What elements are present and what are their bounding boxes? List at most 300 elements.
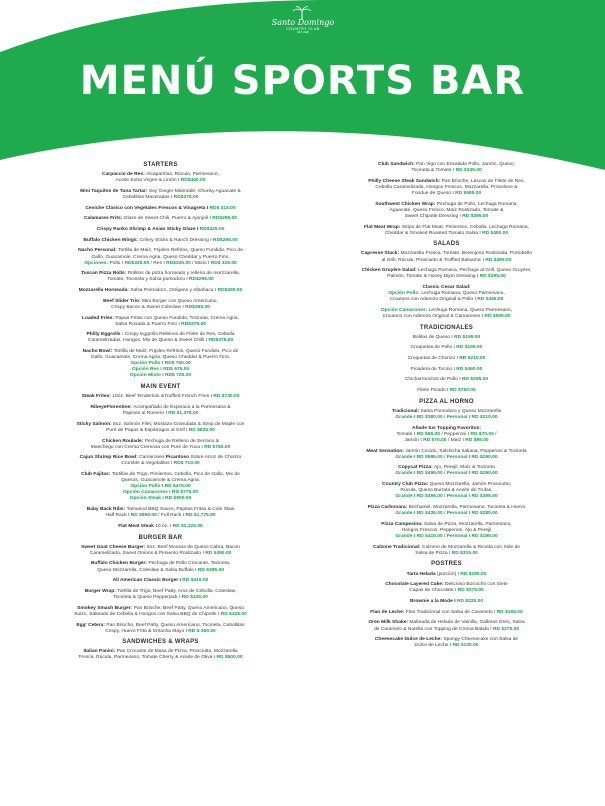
menu-item-line — [329, 534, 564, 540]
item-description: Flan Tradicional con Salsa de Caramelo I — [405, 609, 497, 615]
item-name: Mozzarella Horneada: — [78, 288, 131, 294]
menu-item — [329, 308, 564, 320]
item-name: Calamares Frits: — [83, 216, 124, 222]
item-price: RD $315.00 — [451, 550, 478, 556]
item-option: Personal I — [446, 471, 472, 477]
menu-item-line — [329, 345, 564, 351]
item-description: / — [442, 511, 447, 517]
menu-item-line — [43, 461, 278, 467]
item-option: Opción Mixto I — [129, 373, 165, 379]
item-description: Camarones — [139, 455, 166, 461]
item-price: RD$325.00 — [166, 260, 191, 266]
item-name: Chicken Roulade: — [102, 438, 145, 444]
item-description: Dulce de Leche I — [414, 643, 453, 649]
item-description: Lechuga Romana, Pechuga al Grill, Queso Gruyère, — [418, 268, 532, 274]
item-name: Sweet Goat Cheese Burger: — [81, 544, 147, 550]
item-price: RD $750.00 — [449, 388, 476, 394]
item-option: Personal I — [446, 494, 472, 500]
item-option: Opciones: — [84, 260, 110, 266]
item-name: Tradicional: — [391, 408, 421, 414]
item-price: RD $730.00 — [213, 394, 240, 400]
item-price: RD $495.00 — [416, 471, 443, 477]
menu-item-line — [43, 227, 278, 233]
menu-item-line — [329, 471, 564, 477]
item-description: Bolitas de Queso I — [412, 334, 455, 340]
item-price: RD$ 675.00 — [163, 367, 190, 373]
item-description: Acompañado de Espinaca a la Parmesana & — [133, 404, 231, 410]
item-option: Grande I — [395, 494, 417, 500]
menu-item-line — [43, 195, 278, 201]
item-description: Tortilla de Maíz, Frijoles Refritos, Queso Fundido, Pico de — [113, 349, 239, 355]
item-name: Baby Back Ribs: — [86, 507, 127, 513]
item-name: Pizza Campesina: — [381, 521, 424, 527]
menu-item — [43, 606, 278, 618]
item-description: Ajo, Perejil, Maíz & Tocineta — [434, 465, 495, 471]
item-price: RD $395.00 — [485, 257, 512, 263]
menu-item-line — [43, 322, 278, 328]
menu-item — [329, 545, 564, 557]
item-price: RD $210.00 — [471, 415, 498, 421]
menu-item — [43, 472, 278, 502]
item-description: Pechuga de Relleno de Serrano & — [144, 438, 219, 444]
menu-item-line — [43, 178, 278, 184]
menu-item-line — [329, 356, 564, 362]
menu-column-left — [43, 162, 278, 666]
item-description: Salsa de Pizza I — [415, 550, 452, 556]
item-description: 10oz. Beef Tenderloin &Truffled French Fries I — [112, 394, 214, 400]
item-description: / — [442, 494, 447, 500]
item-description: Pan Vigo con Ensalada Pollo, Jamón, Queso, — [416, 162, 515, 167]
item-description: Tocineta & Queso Pepperjack I — [113, 595, 182, 601]
menu-item-line — [43, 513, 278, 519]
menu-item-line — [329, 627, 564, 633]
menu-item-line — [329, 377, 564, 383]
item-name: All American Classic Burger I — [112, 578, 183, 584]
logo-script-text: Santo Domingo — [271, 18, 335, 27]
menu-item — [43, 299, 278, 311]
item-price: RD $850.00 — [130, 513, 157, 519]
section-heading: POSTRES — [431, 561, 462, 568]
item-price: RD$ 710.00 — [173, 461, 200, 467]
menu-item — [43, 649, 278, 661]
menu-item — [43, 455, 278, 467]
item-description: Palmito, Tomate & Honey Dijon Dressing I — [387, 274, 480, 280]
item-description: Rollitos de pizza horneado y relleno de morzzarella, — [127, 271, 240, 277]
item-description: (porción) I — [436, 571, 461, 577]
item-name: Añade tus Topping Favoritos: — [412, 425, 481, 431]
item-description: Pollo I — [109, 260, 125, 266]
item-name: Mini Taquitos de Tuna Tartar: — [80, 188, 149, 194]
item-price: RD$325.00 — [124, 260, 150, 266]
item-description: Mini Burger con Queso Americano, — [142, 298, 218, 304]
menu-item-line — [43, 305, 278, 311]
item-description: Hongos Frescos, Pepperoni, Ajo & Perejil — [401, 527, 492, 533]
logo-year: EST. 1920 — [297, 31, 309, 34]
item-description: Crispy, Huevo Frito & Sriracha Mayo I — [105, 628, 189, 634]
item-description: Spongy Cheesecake con Salsa de — [443, 637, 519, 643]
item-description: Queso Mozzarella, Jamón Prosciutto, — [429, 482, 511, 488]
menu-item-line — [43, 655, 278, 661]
item-description: Tamarind BBQ Sauce, Papitas Fritas & Cole Slaw — [126, 507, 235, 513]
menu-item — [329, 225, 564, 237]
item-name: Loaded Fries: — [81, 315, 116, 321]
item-price: RD$375.00 — [173, 194, 199, 200]
menu-item — [43, 271, 278, 283]
item-description: Cebolla Caramelizada, Hongos Frescos, Mozzarella, Provolone & — [375, 184, 518, 190]
menu-item-line — [329, 494, 564, 500]
item-name: Buffalo Chicken Wings: — [83, 237, 140, 243]
menu-item — [329, 367, 564, 373]
menu-item-line — [329, 231, 564, 237]
section-heading: STARTERS — [143, 162, 178, 168]
item-name: Country Club Pizza: — [382, 482, 430, 488]
item-description: Soy Ginger Marinade, Chunky Aguacate & — [148, 188, 241, 194]
item-price: RD $375.00 — [457, 588, 484, 594]
menu-item — [329, 482, 564, 500]
menu-item — [329, 377, 564, 383]
item-name: Club Sandwich: — [378, 162, 417, 167]
menu-item — [43, 405, 278, 417]
menu-item-line — [329, 314, 564, 320]
menu-item — [43, 288, 278, 294]
item-description: Salsa Rosada & Puerro Fino I — [115, 321, 182, 327]
item-description: Queso Mozzarella, Coleslaw & Salsa Buffalo I — [97, 567, 198, 573]
item-name: Flat Meat Wrap: — [364, 224, 402, 230]
item-price: RD $195.00 — [456, 345, 483, 351]
item-description: Filete Picado I — [417, 388, 450, 394]
item-price: RD$425.00 — [199, 227, 225, 233]
item-name: Cheesecake Dulce de Leche: — [374, 637, 444, 643]
menu-item-line — [329, 191, 564, 197]
menu-item-line — [329, 258, 564, 264]
item-option: Personal I — [446, 511, 472, 517]
menu-item — [329, 505, 564, 517]
item-price: RD $70.00 — [470, 431, 494, 437]
item-description: Aguacate, Queso Fresco, Maíz Rostizado, Tomate & — [389, 207, 504, 213]
menu-item-line — [329, 599, 564, 605]
item-description: Cheddar & Smoked Roasted Tomato Salsa I — [384, 230, 483, 236]
item-description: Croquetas de Chorizo I — [407, 356, 460, 362]
menu-item-line — [43, 288, 278, 294]
item-price: RD$ 415.00 — [209, 205, 236, 211]
item-option: Opción Res I — [131, 367, 164, 373]
item-description: 8oz. Beef Mousse de Queso Cabra, Bacon — [146, 544, 240, 550]
item-description: Salsa Pomodoro, Orégano y Albahaca I — [130, 288, 218, 294]
item-description: Lechuga Romana, Queso Parmesano, — [428, 307, 513, 313]
item-description: Tortilla de Maíz, Frijoles Refritos, Queso Fundido, Pico de — [118, 248, 243, 254]
item-description: Crumble & Vegetalitos I — [121, 461, 174, 467]
item-description: Chicharroncitos de Pollo I — [404, 377, 462, 383]
item-description: / Pepperoni I — [439, 431, 471, 437]
menu-item-line — [43, 277, 278, 283]
menu-item — [329, 465, 564, 477]
menu-item-line — [329, 335, 564, 341]
item-description: / — [442, 534, 447, 539]
item-price: RD$375.00 — [181, 321, 206, 327]
menu-item — [43, 545, 278, 557]
item-price: RD $425.00 — [220, 611, 247, 617]
item-description: Manchego con Crema Cremosa con Puré de Yuca I — [90, 444, 205, 450]
menu-item — [329, 285, 564, 303]
item-description: / Mixto I — [190, 260, 211, 266]
item-price: RD$ 750.00 — [164, 361, 191, 367]
item-description: Bechamel, Mozzarella, Parmesano, Tocineta & Huevo — [408, 505, 526, 511]
menu-item-line — [43, 373, 278, 379]
menu-item-line — [43, 338, 278, 344]
item-description: Sobre Arroz de Chorizo — [190, 455, 242, 461]
item-price: RD $1,775.00 — [185, 513, 216, 519]
item-option: Grande I — [395, 511, 417, 517]
menu-item-line — [329, 297, 564, 303]
item-description: Gallo, Guacamole, Crema Agria, Queso Cheddar & Puerro Fino. — [90, 355, 231, 361]
menu-item — [329, 251, 564, 263]
menu-item — [43, 422, 278, 434]
item-price: RD $275.00 — [492, 626, 520, 632]
item-price: RD$460.00 — [180, 178, 206, 184]
menu-item-line — [329, 274, 564, 280]
item-price: RD$295.00 — [212, 216, 238, 222]
menu-item-line — [329, 438, 564, 444]
item-price: RD $495.00 — [416, 494, 443, 500]
item-description: Pan Brioche, Beef Patty, Queso Americano, Queso — [133, 605, 244, 611]
item-name: Ceviche Clásico con Vegetales Frescos & Vinagreta I — [85, 205, 210, 211]
item-name: Carpaccio de Res: — [102, 172, 147, 178]
menu-item-line — [43, 238, 278, 244]
item-description: Crispy Bacon & Sweet Coleslaw I — [111, 304, 186, 310]
item-description: / Maíz I — [446, 437, 466, 443]
item-description: / Res I — [149, 260, 167, 266]
item-description: Pechuga de Pollo, Lechuga Romana, — [436, 201, 518, 207]
item-price: RD $ 360.00 — [188, 628, 216, 634]
item-description: Puré de Papas & Espárragos al Grill I — [106, 427, 189, 433]
menu-item-line — [329, 168, 564, 174]
item-price: RD $380.00 — [416, 415, 443, 421]
item-price: RD $490.00 — [205, 550, 232, 556]
item-description: Fresca, Rúcula, Parmesano, Tomate Cherry & Aceite de Oliva I — [78, 655, 217, 661]
menu-item — [43, 206, 278, 212]
item-description: / — [493, 431, 497, 437]
menu-item — [43, 216, 278, 222]
item-option: Grande I — [395, 454, 417, 460]
menu-item — [329, 637, 564, 649]
item-description: al Grill, Rúcula, Prosciutto & Truffled Balsamic I — [381, 257, 486, 263]
item-description: Caramelizado, Sweet Onions & Pimiento Rostizado I — [89, 550, 206, 556]
item-description: Delicioso Bizcocho con Siete — [445, 582, 508, 588]
menu-item — [329, 599, 564, 605]
item-price: RD $445.00 — [477, 297, 504, 303]
item-description: Picadera de Tocino I — [410, 366, 457, 372]
menu-item — [329, 179, 564, 197]
item-price: RD $1,325.00 — [172, 523, 203, 529]
item-name: Crispy Panko Shrimp & Asian Sticky Glaze I — [96, 227, 200, 233]
menu-item-line — [329, 367, 564, 373]
menu-item-line — [43, 629, 278, 635]
item-name: Capresse Stack: — [361, 251, 401, 257]
item-option: Opción Pollo: — [388, 291, 422, 297]
item-description: Pechuga de Pollo Crocante, Tocineta, — [148, 561, 231, 567]
item-description: 8oz. Salmón Filet, Mostaza Granulada & Sirop de Maple con — [113, 421, 245, 427]
item-description: Jamón Cocido, Salchicha Italiana, Pepperoni & Tocineta — [405, 448, 527, 454]
item-description: Pan Brioche, Beef Patty, Queso Americano, Tocineta, Cebollitas — [106, 622, 245, 628]
menu-item — [43, 349, 278, 379]
item-description: Cebollitas Maceradas I — [122, 194, 174, 200]
item-price: RD$365.00 — [185, 304, 210, 310]
menu-item — [329, 268, 564, 280]
item-description: Celery Sticks & Ranch Dressing I — [139, 237, 213, 243]
item-description: Malteada de Helado de Vainilla, Galletas Oreo, Salsa — [409, 620, 525, 626]
item-price: RD $1,375.00 — [168, 411, 199, 417]
item-option: Grande I — [395, 534, 417, 539]
menu-item — [43, 316, 278, 328]
item-name: Beef Slider Trio: — [103, 298, 143, 304]
item-price: RD $595.00 — [416, 454, 443, 460]
item-description: Salsa de Pizza, Mozzarella, Parmesano, — [423, 521, 512, 527]
item-price: RD $395.00 — [462, 213, 489, 219]
item-description: Glaze de Sweet Chili, Puerro & Ajonjolí I — [123, 216, 213, 222]
menu-item — [329, 610, 564, 616]
item-price: RD $225.00 — [456, 599, 484, 605]
item-price: RD $825.00 — [188, 427, 215, 433]
menu-item-line — [329, 551, 564, 557]
item-name: Chocolate Layered Cake: — [385, 582, 445, 588]
item-name: Nacho Personal: — [78, 248, 119, 254]
item-description: Strips de Flat Meat, Pimientos, Cebolla, Lechuga Romana, — [401, 224, 529, 230]
item-description: / — [442, 454, 447, 460]
menu-item-line — [43, 612, 278, 618]
item-price: RD $595.00 — [484, 313, 511, 319]
menu-item-line — [43, 445, 278, 451]
menu-item — [329, 202, 564, 220]
item-description: Salsa Pomodoro y Queso Mozzarella — [420, 408, 502, 414]
menu-item-line — [43, 394, 278, 400]
section-heading: TRADICIONALES — [419, 324, 474, 331]
item-price: RD $900.00 — [165, 496, 192, 502]
menu-item-line — [329, 388, 564, 394]
menu-item — [43, 189, 278, 201]
item-price: RD $70.00 — [423, 437, 447, 443]
item-name: Brownie a la Mode I — [409, 599, 457, 605]
menu-column-right — [329, 162, 564, 654]
item-description: Half Rack I — [105, 513, 131, 519]
item-option: Personal I — [446, 534, 472, 539]
item-name: Nacho Bowl: — [82, 349, 114, 355]
item-price: RD $395.00 — [479, 274, 506, 280]
menu-item — [329, 449, 564, 461]
item-price: RD$375.00 — [208, 338, 234, 344]
item-name: Philly Cheese Steak Sandwich: — [368, 178, 442, 184]
item-name: Italian Panini: — [83, 649, 117, 655]
item-description: Pan Brioche, Lascas de Filete de Res, — [441, 178, 525, 184]
item-description: Tomate, Tocineta y Salsa pomodoro I — [107, 277, 189, 283]
menu-item — [43, 561, 278, 573]
section-heading: BURGER BAR — [138, 534, 183, 541]
item-price: RD $195.00 — [471, 534, 498, 539]
menu-item-line — [43, 206, 278, 212]
item-price: RD $195.00 — [454, 334, 481, 340]
item-description: Croutons con Aderezo Original & Pollo I — [389, 297, 478, 303]
menu-item-line — [329, 511, 564, 517]
item-description: Croutons con Aderezo Original & Camarones I — [382, 313, 485, 319]
menu-item — [43, 589, 278, 601]
item-price: RD $395.00 — [471, 494, 498, 500]
section-heading: MAIN EVENT — [140, 384, 181, 391]
item-description: Croquetas de Pollo I — [410, 345, 457, 351]
item-price: RD $475.00 — [164, 484, 191, 490]
item-description: Mozzarella Fresca, Tomate, Berenjena Rostizada, Portobello — [400, 251, 532, 257]
item-option: Opción Pollo I — [130, 361, 165, 367]
menu-item — [43, 394, 278, 400]
section-heading: PIZZA AL HORNO — [419, 398, 474, 405]
item-name: RibeyeFlorentine: — [90, 404, 134, 410]
item-description: Alcaparritas, Rúcula, Parmesano, — [146, 172, 219, 178]
item-name: Tuscan Pizza Rolls: — [81, 271, 128, 277]
item-name: Tarta Helada — [406, 571, 437, 577]
menu-item-line — [43, 216, 278, 222]
menu-item — [43, 172, 278, 184]
item-price: RD $95.00 — [465, 437, 489, 443]
item-price: RD $490.00 — [456, 366, 483, 372]
menu-item — [43, 227, 278, 233]
item-description: Caramelizadas, Hongos, Mix de Queso & Sweet Chilli I — [87, 338, 209, 344]
item-name: Egg' Cetera: — [76, 622, 107, 628]
menu-item — [329, 426, 564, 444]
item-option: Opción Camarones I — [122, 490, 172, 496]
item-name: Steak Frites: — [81, 394, 113, 400]
menu-item — [329, 388, 564, 394]
menu-item-line — [329, 643, 564, 649]
item-name: Flan de Leche: — [370, 609, 406, 615]
item-price: RD $290.00 — [471, 454, 498, 460]
menu-item — [43, 524, 278, 530]
section-heading: SANDWICHES & WRAPS — [122, 639, 199, 646]
item-description: / Full Rack I — [156, 513, 186, 519]
item-option: Opción Pollo I — [130, 484, 165, 490]
menu-item-line — [43, 411, 278, 417]
item-price: RD$260.00 — [217, 288, 243, 294]
item-name: Pizza Carbonara: — [367, 505, 409, 511]
menu-item-line — [329, 214, 564, 220]
item-name: Chicken Gruyère Salad: — [361, 268, 419, 274]
item-description: Suizo, Salteado de Cebolla & Hongos con Salsa BBQ de Chipotle I — [74, 611, 221, 617]
menu-item — [329, 335, 564, 341]
item-description: Tomate I — [396, 431, 417, 437]
item-description: Calzone de Mozzarella & Ricotta con Side de — [421, 544, 521, 550]
item-name: Buffalo Chicken Burger: — [90, 561, 149, 567]
item-name: Oreo Milk Shake: — [368, 620, 410, 626]
item-option: Personal I — [446, 415, 472, 421]
item-price: RD $425.00 — [181, 595, 208, 601]
item-description: Papines al Romero I — [122, 411, 169, 417]
item-price: RD $65.00 — [416, 431, 440, 437]
menu-item-line — [43, 496, 278, 502]
item-price: RD $290.00 — [471, 471, 498, 477]
item-description: Tortilla de Trigo, Beef Patty, Aros de Cebolla, Coleslaw, — [117, 588, 237, 594]
item-price: RD $185.00 — [460, 571, 487, 577]
item-name: Southwest Chicken Wrap: — [375, 201, 437, 207]
item-option: Opción Camarones: — [380, 307, 429, 313]
menu-item — [329, 356, 564, 362]
menu-item-line — [43, 261, 278, 267]
item-name: Calzone Tradicional: — [372, 544, 422, 550]
section-heading: SALADS — [433, 241, 460, 248]
menu-item — [329, 162, 564, 174]
item-name: Burger Wrap: — [84, 588, 118, 594]
item-price: RD $760.00 — [204, 444, 231, 450]
item-description: Papas Fritas con Queso Fundido, Tocineta, Crema Agria, — [115, 315, 240, 321]
item-price: RD $415.00 — [182, 578, 209, 584]
item-price: RD$295.00 — [212, 237, 238, 243]
menu-item-line — [329, 455, 564, 461]
